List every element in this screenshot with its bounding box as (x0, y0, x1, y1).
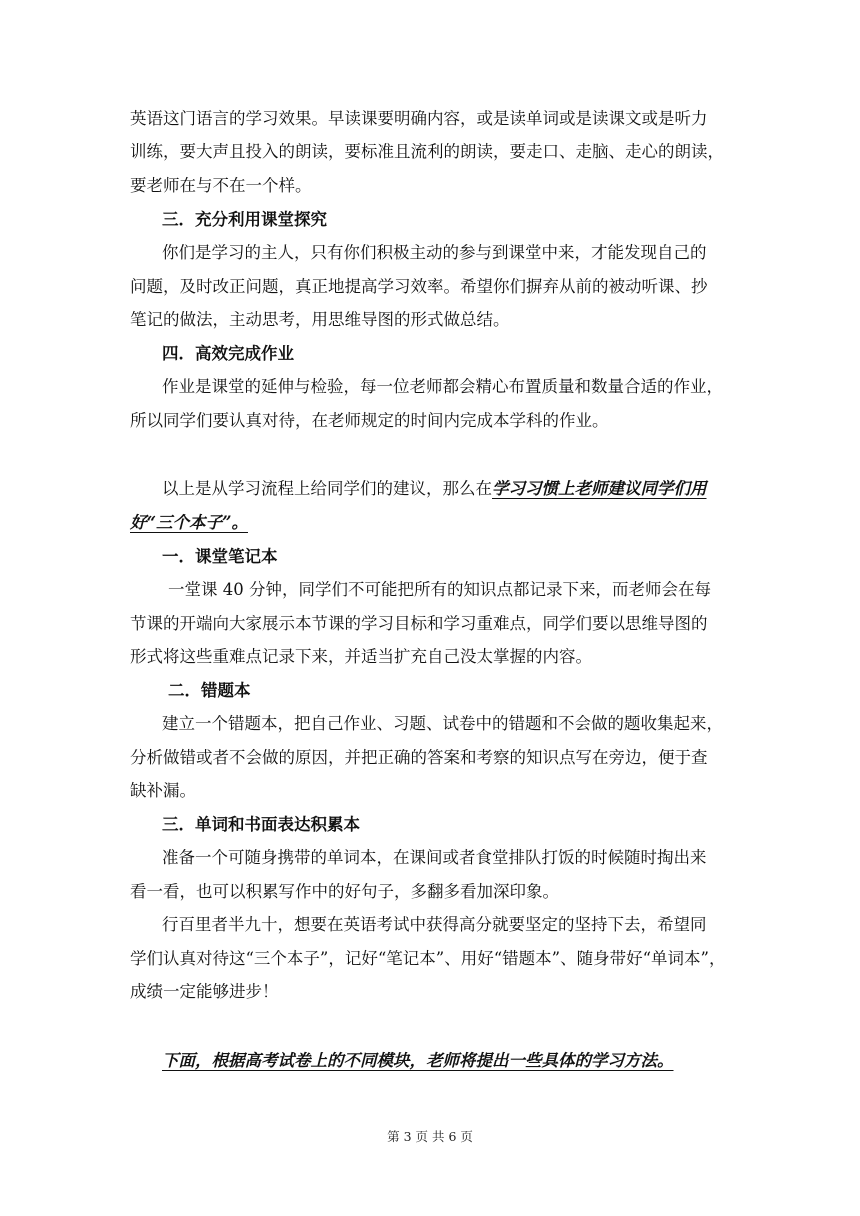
paragraph-line: 学们认真对待这“三个本子”，记好“笔记本”、用好“错题本”、随身带好“单词本”， (130, 949, 726, 968)
emphasis-text: 下面，根据高考试卷上的不同模块，老师将提出一些具体的学习方法。 (162, 1051, 674, 1070)
paragraph-line: 行百里者半九十，想要在英语考试中获得高分就要坚定的坚持下去，希望同 (162, 915, 707, 934)
paragraph-line: 缺补漏。 (130, 781, 196, 800)
emphasis-text: 好“三个本子”。 (130, 513, 248, 532)
paragraph-line (162, 478, 767, 500)
paragraph-line: 看一看，也可以积累写作中的好句子，多翻多看加深印象。 (130, 882, 559, 901)
section-heading: 三．单词和书面表达积累本 (162, 815, 360, 834)
section-heading: 一．课堂笔记本 (162, 547, 278, 566)
section-heading: 二．错题本 (168, 681, 251, 700)
paragraph-line: 问题，及时改正问题，真正地提高学习效率。希望你们摒弃从前的被动听课、抄 (130, 277, 708, 296)
paragraph-line: 所以同学们要认真对待，在老师规定的时间内完成本学科的作业。 (130, 411, 609, 430)
emphasis-text: 学习习惯上老师建议同学们用 (492, 479, 707, 498)
paragraph-line: 笔记的做法，主动思考，用思维导图的形式做总结。 (130, 310, 510, 329)
paragraph-text: 以上是从学习流程上给同学们的建议，那么在 (162, 479, 492, 498)
closing-line (162, 1050, 767, 1072)
paragraph-line: 形式将这些重难点记录下来，并适当扩充自己没太掌握的内容。 (130, 647, 592, 666)
paragraph-line: 建立一个错题本，把自己作业、习题、试卷中的错题和不会做的题收集起来， (162, 714, 723, 733)
page-number: 第 3 页 共 6 页 (387, 1129, 473, 1144)
paragraph-line: 准备一个可随身携带的单词本，在课间或者食堂排队打饭的时候随时掏出来 (162, 848, 707, 867)
paragraph-line: 一堂课 40 分钟，同学们不可能把所有的知识点都记录下来，而老师会在每 (168, 580, 711, 599)
paragraph-line: 成绩一定能够进步！ (130, 982, 279, 1001)
section-heading: 四．高效完成作业 (162, 344, 294, 363)
paragraph-line (130, 512, 735, 534)
paragraph-line: 英语这门语言的学习效果。早读课要明确内容，或是读单词或是读课文或是听力 (130, 109, 708, 128)
section-heading: 三．充分利用课堂探究 (162, 210, 327, 229)
paragraph-line: 节课的开端向大家展示本节课的学习目标和学习重难点，同学们要以思维导图的 (130, 614, 708, 633)
paragraph-line: 训练，要大声且投入的朗读，要标准且流利的朗读，要走口、走脑、走心的朗读， (130, 142, 724, 161)
paragraph-line: 作业是课堂的延伸与检验，每一位老师都会精心布置质量和数量合适的作业， (162, 377, 723, 396)
paragraph-line: 要老师在与不在一个样。 (130, 176, 312, 195)
paragraph-line: 分析做错或者不会做的原因，并把正确的答案和考察的知识点写在旁边，便于查 (130, 748, 708, 767)
paragraph-line: 你们是学习的主人，只有你们积极主动的参与到课堂中来，才能发现自己的 (162, 243, 707, 262)
